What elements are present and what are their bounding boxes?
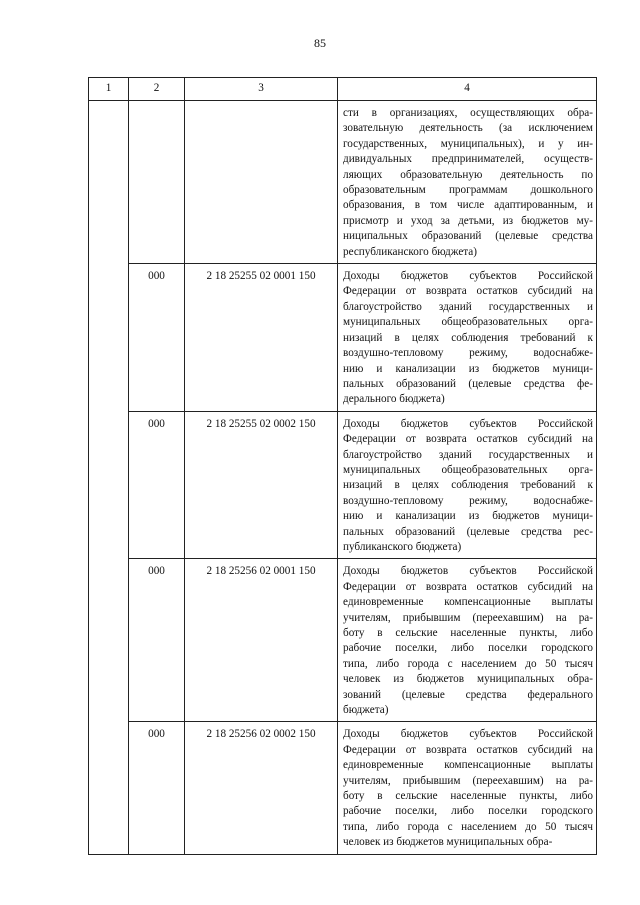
description-line: единовременные компенсационные выплаты (343, 596, 593, 609)
description-line: публиканского бюджета) (343, 540, 462, 553)
header-col-3: 3 (185, 78, 338, 101)
cell-admin-code: 000 (129, 559, 185, 722)
description-line: учителям, прибывшим (переехавшим) на ра- (343, 774, 593, 787)
description-line: Федерации от возврата остатков субсидий на (343, 743, 593, 756)
description-line: типа, либо города с населением до 50 тысяч (343, 820, 593, 833)
description-line: нию и канализации из бюджетов муници- (343, 362, 593, 375)
cell-admin-code: 000 (129, 264, 185, 412)
description-line: типа, либо города с населением до 50 тысяч (343, 657, 593, 670)
description-line: государственных, муниципальных), и у ин- (343, 137, 593, 150)
cell-revenue-code: 2 18 25255 02 0002 150 (185, 411, 338, 559)
cell-description (338, 101, 597, 264)
description-line: муниципальных общеобразовательных орга- (343, 463, 593, 476)
table-header-row (89, 78, 597, 101)
description-line: человек из бюджетов муниципальных обра- (343, 673, 593, 686)
description-line: Доходы бюджетов субъектов Российской (343, 270, 593, 283)
description-line: республиканского бюджета) (343, 245, 478, 258)
description-line: Федерации от возврата остатков субсидий на (343, 285, 593, 298)
description-line: боту в сельские населенные пункты, либо (343, 790, 593, 803)
description-line: Федерации от возврата остатков субсидий на (343, 433, 593, 446)
table-row (89, 264, 597, 412)
description-line: Федерации от возврата остатков субсидий на (343, 580, 593, 593)
description-line: ляющих образовательную деятельность по (343, 168, 593, 181)
description-line: воздушно-тепловому режиму, водоснабже- (343, 494, 593, 507)
description-line: боту в сельские населенные пункты, либо (343, 627, 593, 639)
table-row (89, 559, 597, 722)
cell-description (338, 264, 597, 412)
description-line: зований (целевые средства федерального (343, 688, 593, 701)
table-body (89, 101, 597, 855)
description-line: низаций в целях соблюдения требований к (343, 331, 593, 344)
table-row (89, 722, 597, 854)
description-line: учителям, прибывшим (переехавшим) на ра- (343, 611, 593, 624)
description-line: зовательную деятельность (за исключением (343, 122, 593, 135)
cell-description (338, 722, 597, 854)
cell-admin-code: 000 (129, 411, 185, 559)
description-line: низаций в целях соблюдения требований к (343, 479, 593, 492)
description-line: единовременные компенсационные выплаты (343, 759, 593, 772)
description-line: образовательным программам дошкольного (343, 184, 593, 197)
table-row (89, 411, 597, 559)
description-line: благоустройство зданий государственных и (343, 300, 593, 313)
description-line: Доходы бюджетов субъектов Российской (343, 565, 593, 578)
description-line: муниципальных общеобразовательных орга- (343, 316, 593, 329)
cell-description (338, 559, 597, 722)
description-line: бюджета) (343, 704, 389, 717)
cell-revenue-code: 2 18 25256 02 0001 150 (185, 559, 338, 722)
header-col-4: 4 (338, 78, 597, 101)
description-line: рабочие поселки, либо поселки городского (343, 642, 593, 655)
description-line: дивидуальных предпринимателей, осуществ- (343, 153, 593, 166)
header-col-1: 1 (89, 78, 129, 101)
cell-revenue-code: 2 18 25256 02 0002 150 (185, 722, 338, 854)
description-line: образования, в том числе адаптированным, и (343, 199, 593, 212)
description-line: присмотр и уход за детьми, из бюджетов му- (343, 214, 593, 227)
description-line: человек из бюджетов муниципальных обра- (343, 836, 553, 849)
description-line: нию и канализации из бюджетов муници- (343, 510, 593, 523)
cell-revenue-code (185, 101, 338, 264)
description-line: воздушно-тепловому режиму, водоснабже- (343, 347, 593, 360)
description-line: ниципальных образований (целевые средства (343, 230, 593, 243)
cell-revenue-code: 2 18 25255 02 0001 150 (185, 264, 338, 412)
description-line: дерального бюджета) (343, 393, 445, 406)
description-line: Доходы бюджетов субъектов Российской (343, 417, 593, 430)
cell-col-1 (89, 101, 129, 855)
description-line: рабочие поселки, либо поселки городского (343, 805, 593, 818)
cell-description (338, 411, 597, 559)
description-line: сти в организациях, осуществляющих обра- (343, 107, 593, 119)
description-line: пальных образований (целевые средства фе- (343, 377, 593, 390)
cell-admin-code (129, 101, 185, 264)
header-col-2: 2 (129, 78, 185, 101)
budget-classification-table (88, 77, 597, 855)
description-line: благоустройство зданий государственных и (343, 448, 593, 461)
table-row (89, 101, 597, 264)
description-line: пальных образований (целевые средства рес- (343, 525, 593, 538)
page-number: 85 (314, 36, 326, 50)
description-line: Доходы бюджетов субъектов Российской (343, 728, 593, 741)
cell-admin-code: 000 (129, 722, 185, 854)
